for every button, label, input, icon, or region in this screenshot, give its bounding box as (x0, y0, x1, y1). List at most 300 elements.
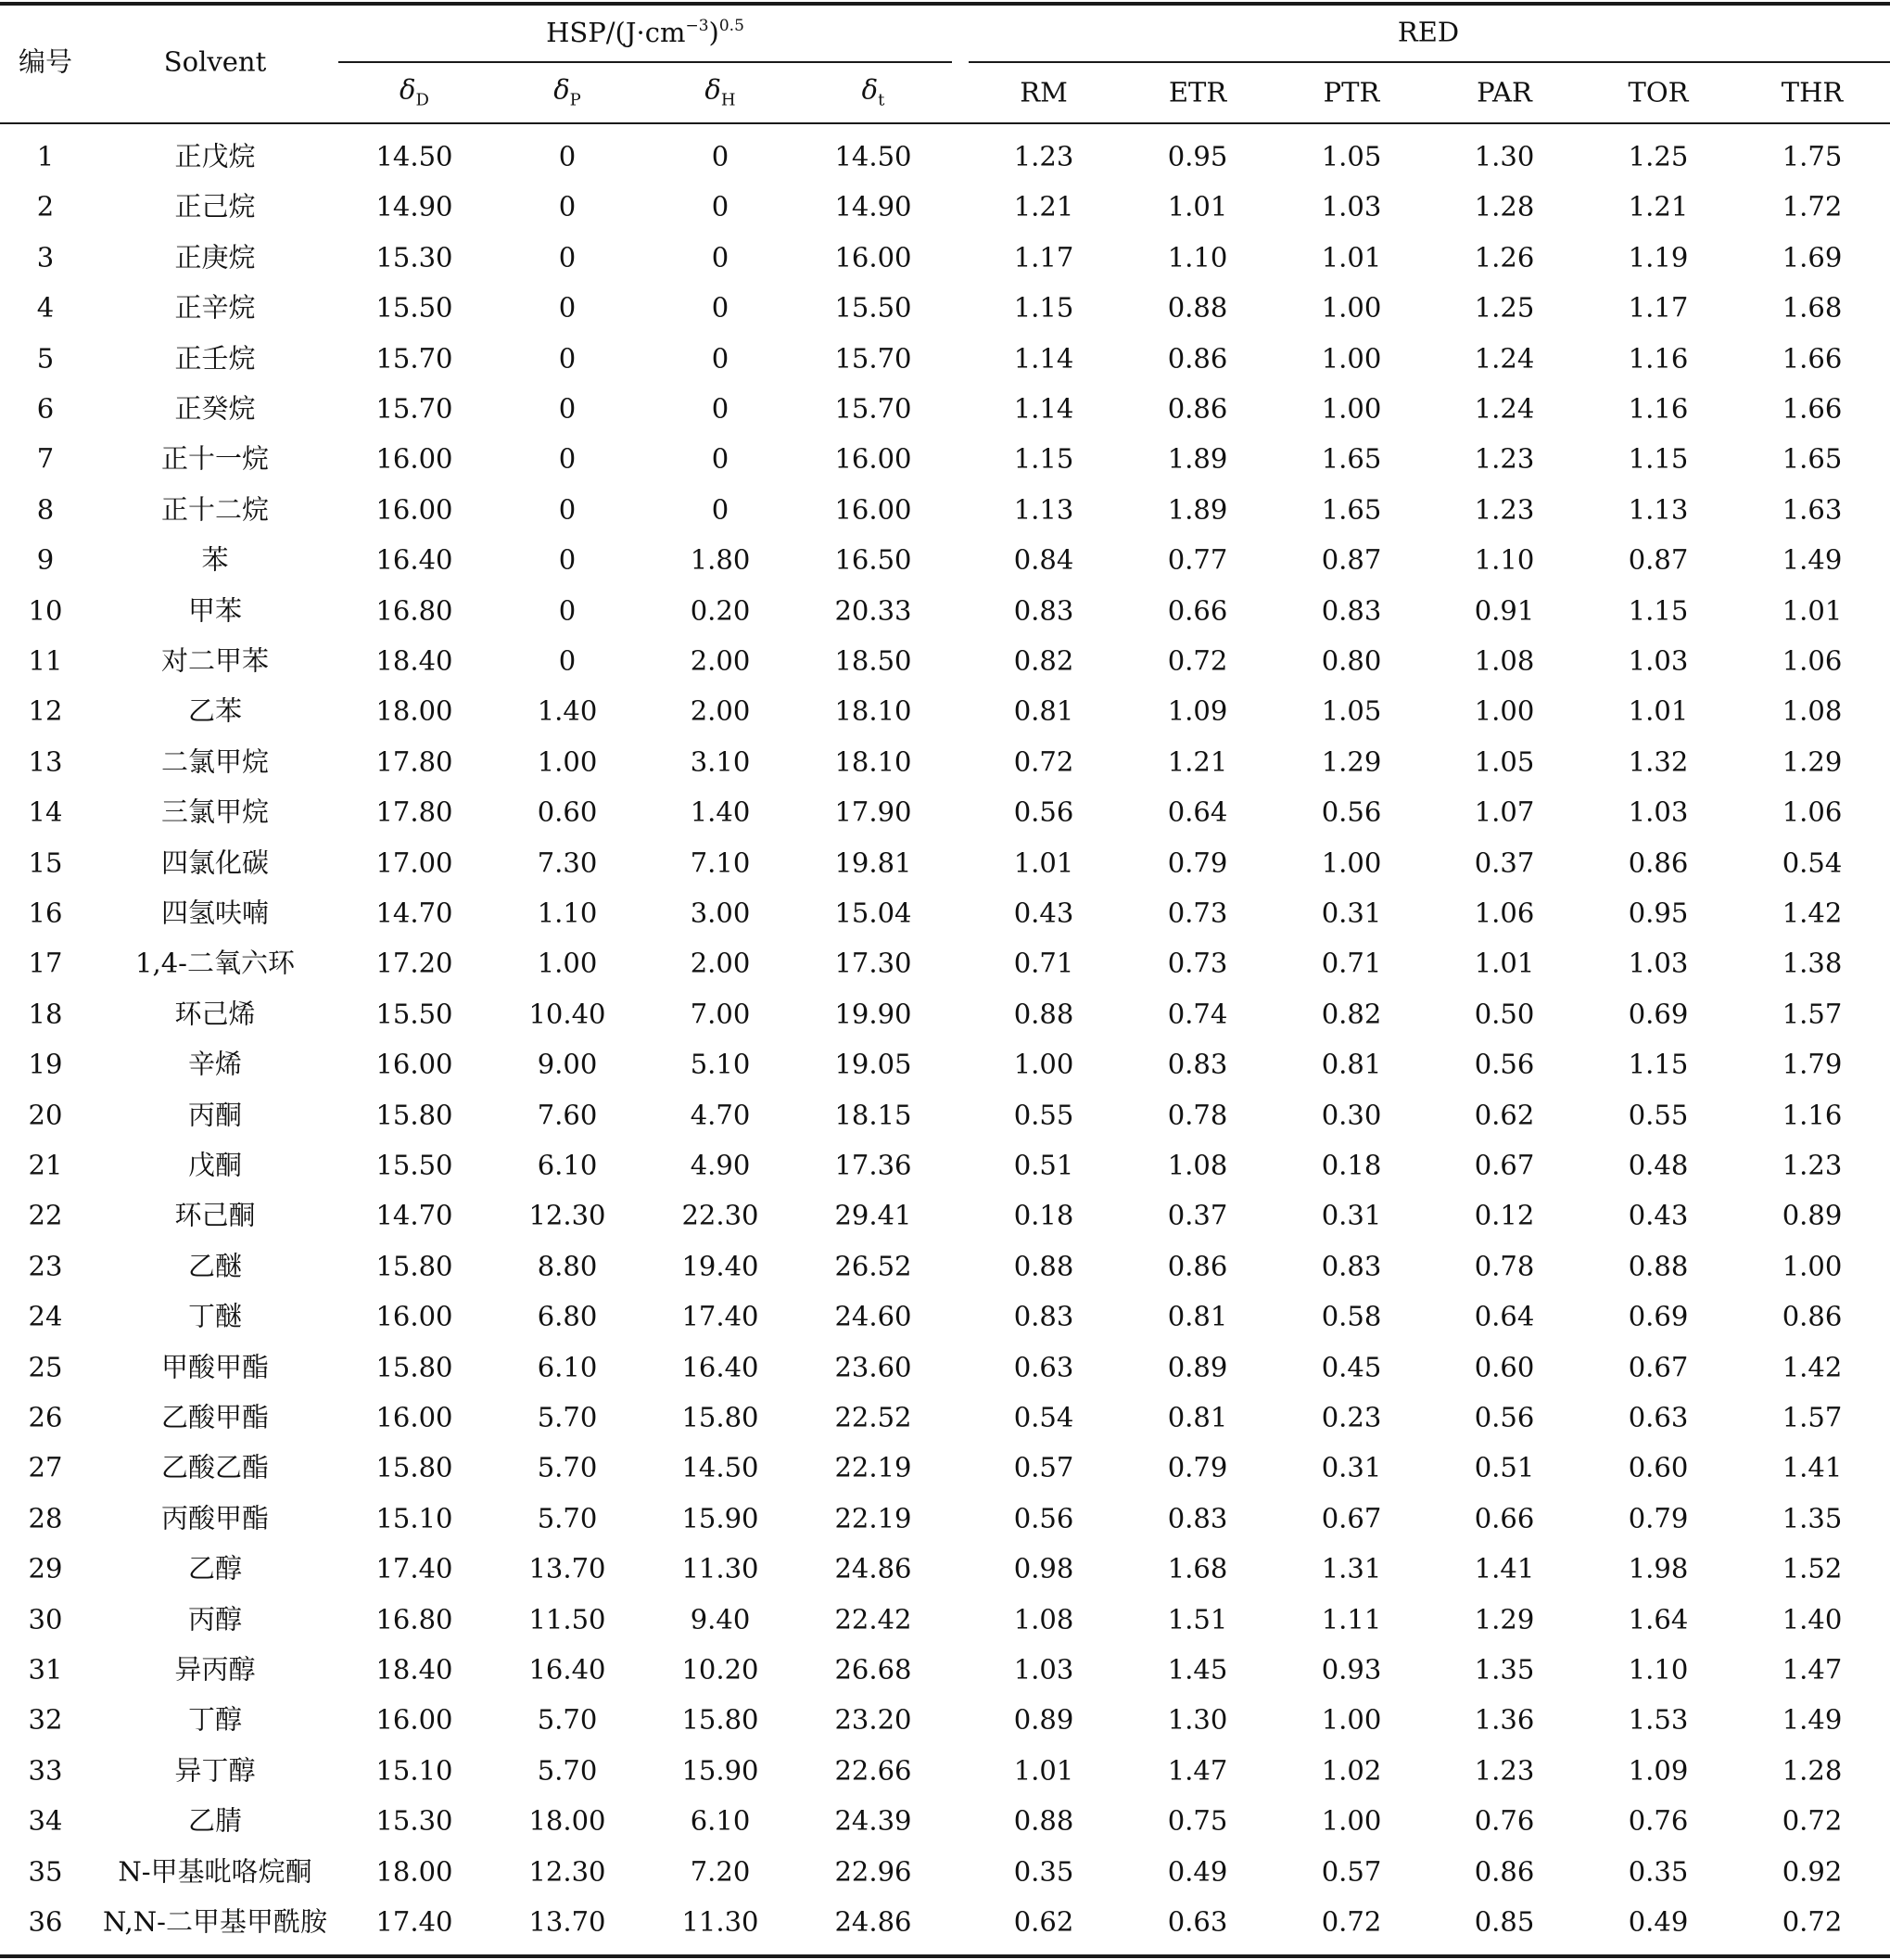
delta-p-cell: 9.00 (537, 1048, 598, 1080)
row-id: 2 (36, 190, 55, 223)
par-cell: 0.76 (1474, 1804, 1535, 1837)
solvent-name: N,N-二甲基甲酰胺 (103, 1905, 327, 1938)
solvent-name: 正庚烷 (174, 241, 256, 274)
delta-h-cell: 7.20 (690, 1855, 751, 1888)
par-cell: 1.23 (1474, 1754, 1535, 1787)
delta-p-cell: 0 (558, 493, 577, 526)
etr-cell: 0.81 (1167, 1300, 1228, 1332)
delta-p-cell: 0 (558, 342, 577, 375)
par-cell: 1.05 (1474, 745, 1535, 778)
delta-t-cell: 18.10 (834, 745, 912, 778)
row-id: 33 (28, 1754, 63, 1787)
hsp-unit-power: 0.5 (718, 17, 744, 35)
row-id: 8 (36, 493, 55, 526)
tor-cell: 1.03 (1628, 947, 1689, 979)
delta-h-cell: 4.90 (690, 1149, 751, 1181)
delta-t-cell: 20.33 (834, 594, 912, 627)
row-id: 9 (36, 543, 55, 576)
row-id: 5 (36, 342, 55, 375)
etr-cell: 1.30 (1167, 1703, 1228, 1736)
row-id: 14 (28, 795, 63, 828)
delta-t-cell: 22.19 (834, 1502, 912, 1534)
par-cell: 0.56 (1474, 1048, 1535, 1080)
solvent-name: 乙腈 (187, 1804, 243, 1837)
ptr-cell: 0.72 (1321, 1905, 1382, 1938)
rm-cell: 0.72 (1013, 745, 1074, 778)
row-id: 34 (28, 1804, 63, 1837)
etr-cell: 1.08 (1167, 1149, 1228, 1181)
solvent-name: 正己烷 (174, 190, 256, 223)
delta-t-cell: 16.00 (834, 241, 912, 274)
solvent-name: 正十二烷 (160, 493, 270, 526)
row-id: 19 (28, 1048, 63, 1080)
thr-cell: 1.79 (1782, 1048, 1843, 1080)
row-id: 21 (28, 1149, 63, 1181)
solvent-name: 乙醇 (187, 1552, 243, 1585)
delta-d-cell: 17.40 (375, 1905, 453, 1938)
par-cell: 1.24 (1474, 392, 1535, 425)
solvent-name: 正癸烷 (174, 392, 256, 425)
tor-cell: 0.35 (1628, 1855, 1689, 1888)
delta-h-cell: 11.30 (681, 1905, 759, 1938)
delta-p-cell: 6.10 (537, 1149, 598, 1181)
rm-cell: 1.01 (1013, 1754, 1074, 1787)
solvent-name: 丁醇 (187, 1703, 243, 1736)
delta-t-cell: 16.00 (834, 442, 912, 475)
delta-d-cell: 15.30 (375, 241, 453, 274)
row-id: 6 (36, 392, 55, 425)
thr-cell: 0.72 (1782, 1905, 1843, 1938)
par-cell: 0.56 (1474, 1401, 1535, 1433)
thr-cell: 1.38 (1782, 947, 1843, 979)
solvent-name: 正戊烷 (174, 140, 256, 172)
thr-cell: 1.28 (1782, 1754, 1843, 1787)
row-id: 29 (28, 1552, 63, 1585)
tor-cell: 0.69 (1628, 1300, 1689, 1332)
ptr-cell: 1.65 (1321, 493, 1382, 526)
rm-cell: 0.81 (1013, 694, 1074, 727)
delta-h-cell: 1.40 (690, 795, 751, 828)
etr-cell: 0.74 (1167, 998, 1228, 1030)
thr-cell: 1.42 (1782, 897, 1843, 929)
etr-cell: 1.51 (1167, 1603, 1228, 1635)
delta-p-cell: 0 (558, 291, 577, 324)
etr-cell: 0.95 (1167, 140, 1228, 172)
delta-t-cell: 18.10 (834, 694, 912, 727)
rm-cell: 0.83 (1013, 1300, 1074, 1332)
delta-p-cell: 0 (558, 543, 577, 576)
rm-cell: 0.88 (1013, 998, 1074, 1030)
etr-cell: 0.66 (1167, 594, 1228, 627)
thr-cell: 1.63 (1782, 493, 1843, 526)
rm-cell: 0.63 (1013, 1351, 1074, 1383)
ptr-cell: 0.67 (1321, 1502, 1382, 1534)
ptr-cell: 0.58 (1321, 1300, 1382, 1332)
row-id: 18 (28, 998, 63, 1030)
delta-d-cell: 15.50 (375, 998, 453, 1030)
row-id: 13 (28, 745, 63, 778)
par-cell: 1.25 (1474, 291, 1535, 324)
thr-cell: 1.75 (1782, 140, 1843, 172)
tor-cell: 1.03 (1628, 795, 1689, 828)
delta-h-cell: 10.20 (681, 1653, 759, 1686)
tor-cell: 0.69 (1628, 998, 1689, 1030)
solvent-name: 丁醚 (187, 1300, 243, 1332)
etr-cell: 0.79 (1167, 846, 1228, 879)
ptr-cell: 0.93 (1321, 1653, 1382, 1686)
delta-h-cell: 15.80 (681, 1703, 759, 1736)
rm-cell: 0.51 (1013, 1149, 1074, 1181)
delta-d-cell: 15.80 (375, 1351, 453, 1383)
tor-cell: 1.19 (1628, 241, 1689, 274)
hsp-group-underline (338, 61, 952, 63)
delta-h-cell: 0 (711, 291, 729, 324)
delta-p-cell: 5.70 (537, 1502, 598, 1534)
par-cell: 1.30 (1474, 140, 1535, 172)
hsp-unit-prefix: HSP/(J·cm (546, 17, 686, 48)
rm-cell: 0.89 (1013, 1703, 1074, 1736)
delta-t-cell: 18.50 (834, 644, 912, 677)
row-id: 31 (28, 1653, 63, 1686)
ptr-cell: 0.31 (1321, 1199, 1382, 1231)
par-cell: 0.12 (1474, 1199, 1535, 1231)
header-tor: TOR (1628, 76, 1689, 108)
ptr-cell: 0.83 (1321, 594, 1382, 627)
delta-p-cell: 8.80 (537, 1250, 598, 1282)
delta-d-cell: 15.70 (375, 392, 453, 425)
tor-cell: 1.10 (1628, 1653, 1689, 1686)
delta-h-cell: 3.00 (690, 897, 751, 929)
delta-p-cell: 13.70 (528, 1905, 606, 1938)
ptr-cell: 0.23 (1321, 1401, 1382, 1433)
tor-cell: 1.17 (1628, 291, 1689, 324)
delta-d-cell: 18.00 (375, 694, 453, 727)
rm-cell: 0.56 (1013, 795, 1074, 828)
par-cell: 1.06 (1474, 897, 1535, 929)
delta-p-cell: 1.40 (537, 694, 598, 727)
delta-p-cell: 0 (558, 594, 577, 627)
row-id: 12 (28, 694, 63, 727)
etr-cell: 0.89 (1167, 1351, 1228, 1383)
delta-d-cell: 17.00 (375, 846, 453, 879)
row-id: 15 (28, 846, 63, 879)
delta-h-cell: 3.10 (690, 745, 751, 778)
delta-t-cell: 15.50 (834, 291, 912, 324)
delta-t-cell: 23.60 (834, 1351, 912, 1383)
delta-p-cell: 0 (558, 241, 577, 274)
delta-d-cell: 16.00 (375, 1048, 453, 1080)
rm-cell: 0.82 (1013, 644, 1074, 677)
delta-p-cell: 11.50 (528, 1603, 606, 1635)
etr-cell: 0.86 (1167, 342, 1228, 375)
solvent-name: 丙醇 (187, 1603, 243, 1635)
delta-d-cell: 15.80 (375, 1250, 453, 1282)
delta-h-cell: 0 (711, 190, 729, 223)
etr-cell: 0.49 (1167, 1855, 1228, 1888)
solvent-name: 二氯甲烷 (160, 745, 270, 778)
rm-cell: 1.14 (1013, 342, 1074, 375)
delta-h-cell: 17.40 (681, 1300, 759, 1332)
tor-cell: 0.87 (1628, 543, 1689, 576)
delta-t-cell: 26.68 (834, 1653, 912, 1686)
etr-cell: 0.86 (1167, 392, 1228, 425)
delta-p-cell: 13.70 (528, 1552, 606, 1585)
header-id: 编号 (18, 45, 73, 78)
tor-cell: 1.01 (1628, 694, 1689, 727)
delta-d-cell: 17.80 (375, 795, 453, 828)
rm-cell: 1.14 (1013, 392, 1074, 425)
thr-cell: 1.42 (1782, 1351, 1843, 1383)
row-id: 20 (28, 1099, 63, 1131)
delta-h-cell: 0 (711, 241, 729, 274)
ptr-cell: 0.57 (1321, 1855, 1382, 1888)
delta-d-cell: 14.70 (375, 897, 453, 929)
tor-cell: 0.95 (1628, 897, 1689, 929)
delta-t-cell: 16.00 (834, 493, 912, 526)
delta-p-cell: 16.40 (528, 1653, 606, 1686)
solvent-name: 环己烯 (174, 998, 256, 1030)
delta-p-cell: 0 (558, 392, 577, 425)
etr-cell: 0.73 (1167, 897, 1228, 929)
solvent-name: 异丙醇 (174, 1653, 256, 1686)
solvent-name: 四氯化碳 (160, 846, 270, 879)
thr-cell: 1.16 (1782, 1099, 1843, 1131)
par-cell: 1.41 (1474, 1552, 1535, 1585)
delta-t-cell: 29.41 (834, 1199, 912, 1231)
delta-t-cell: 17.30 (834, 947, 912, 979)
rm-cell: 0.62 (1013, 1905, 1074, 1938)
etr-cell: 0.83 (1167, 1048, 1228, 1080)
header-hsp-group (546, 19, 744, 46)
thr-cell: 0.92 (1782, 1855, 1843, 1888)
delta-d-cell: 16.00 (375, 1401, 453, 1433)
tor-cell: 0.48 (1628, 1149, 1689, 1181)
ptr-cell: 1.02 (1321, 1754, 1382, 1787)
thr-cell: 1.69 (1782, 241, 1843, 274)
ptr-cell: 0.71 (1321, 947, 1382, 979)
delta-t-cell: 14.90 (834, 190, 912, 223)
delta-h-cell: 2.00 (690, 644, 751, 677)
thr-cell: 1.66 (1782, 342, 1843, 375)
delta-t-cell: 22.52 (834, 1401, 912, 1433)
rm-cell: 0.43 (1013, 897, 1074, 929)
thr-cell: 1.57 (1782, 998, 1843, 1030)
delta-h-cell: 0 (711, 442, 729, 475)
tor-cell: 0.86 (1628, 846, 1689, 879)
par-cell: 1.10 (1474, 543, 1535, 576)
thr-cell: 1.29 (1782, 745, 1843, 778)
delta-t-cell: 24.86 (834, 1552, 912, 1585)
delta-p-cell: 0.60 (537, 795, 598, 828)
delta-p-cell: 18.00 (528, 1804, 606, 1837)
rm-cell: 0.35 (1013, 1855, 1074, 1888)
tor-cell: 1.21 (1628, 190, 1689, 223)
ptr-cell: 1.00 (1321, 392, 1382, 425)
etr-cell: 0.78 (1167, 1099, 1228, 1131)
header-red-group: RED (1397, 16, 1460, 48)
delta-h-cell: 19.40 (681, 1250, 759, 1282)
solvent-name: 甲酸甲酯 (160, 1351, 270, 1383)
delta-d-cell: 16.00 (375, 442, 453, 475)
etr-cell: 1.89 (1167, 442, 1228, 475)
thr-cell: 1.08 (1782, 694, 1843, 727)
rm-cell: 0.71 (1013, 947, 1074, 979)
rm-cell: 0.56 (1013, 1502, 1074, 1534)
thr-cell: 0.89 (1782, 1199, 1843, 1231)
delta-d-cell: 14.70 (375, 1199, 453, 1231)
par-cell: 1.28 (1474, 190, 1535, 223)
row-id: 10 (28, 594, 63, 627)
delta-h-cell: 5.10 (690, 1048, 751, 1080)
row-id: 23 (28, 1250, 63, 1282)
solvent-name: 异丁醇 (174, 1754, 256, 1787)
delta-p-cell: 5.70 (537, 1401, 598, 1433)
delta-p-cell: 6.80 (537, 1300, 598, 1332)
par-cell: 0.91 (1474, 594, 1535, 627)
thr-cell: 1.52 (1782, 1552, 1843, 1585)
tor-cell: 1.98 (1628, 1552, 1689, 1585)
tor-cell: 0.49 (1628, 1905, 1689, 1938)
delta-h-cell: 7.00 (690, 998, 751, 1030)
thr-cell: 1.66 (1782, 392, 1843, 425)
etr-cell: 0.79 (1167, 1451, 1228, 1483)
delta-h-cell: 15.90 (681, 1502, 759, 1534)
delta-p-cell: 0 (558, 140, 577, 172)
row-id: 3 (36, 241, 55, 274)
thr-cell: 1.47 (1782, 1653, 1843, 1686)
delta-t-cell: 22.42 (834, 1603, 912, 1635)
delta-p-cell: 5.70 (537, 1703, 598, 1736)
thr-cell: 1.06 (1782, 795, 1843, 828)
delta-p-cell: 10.40 (528, 998, 606, 1030)
tor-cell: 1.09 (1628, 1754, 1689, 1787)
tor-cell: 1.16 (1628, 392, 1689, 425)
rm-cell: 0.57 (1013, 1451, 1074, 1483)
etr-cell: 1.09 (1167, 694, 1228, 727)
par-cell: 1.08 (1474, 644, 1535, 677)
delta-d-cell: 16.40 (375, 543, 453, 576)
tor-cell: 0.55 (1628, 1099, 1689, 1131)
delta-t-cell: 17.90 (834, 795, 912, 828)
delta-h-cell: 0 (711, 392, 729, 425)
delta-p-cell: 7.30 (537, 846, 598, 879)
row-id: 7 (36, 442, 55, 475)
solvent-name: N-甲基吡咯烷酮 (118, 1855, 312, 1888)
par-cell: 1.36 (1474, 1703, 1535, 1736)
thr-cell: 0.86 (1782, 1300, 1843, 1332)
rm-cell: 1.21 (1013, 190, 1074, 223)
header-delta-t: $\delta_t$ (861, 73, 885, 110)
etr-cell: 0.72 (1167, 644, 1228, 677)
row-id: 22 (28, 1199, 63, 1231)
ptr-cell: 0.31 (1321, 897, 1382, 929)
delta-d-cell: 14.50 (375, 140, 453, 172)
delta-d-cell: 16.00 (375, 1300, 453, 1332)
etr-cell: 0.63 (1167, 1905, 1228, 1938)
delta-p-cell: 7.60 (537, 1099, 598, 1131)
tor-cell: 1.15 (1628, 1048, 1689, 1080)
header-thr: THR (1781, 76, 1844, 108)
red-group-underline (969, 61, 1890, 63)
solvent-name: 乙酸甲酯 (160, 1401, 270, 1433)
row-id: 28 (28, 1502, 63, 1534)
delta-p-cell: 1.00 (537, 947, 598, 979)
delta-p-cell: 0 (558, 442, 577, 475)
tor-cell: 0.79 (1628, 1502, 1689, 1534)
header-bottom-rule (0, 122, 1890, 124)
etr-cell: 0.73 (1167, 947, 1228, 979)
etr-cell: 0.64 (1167, 795, 1228, 828)
delta-d-cell: 18.40 (375, 1653, 453, 1686)
tor-cell: 0.60 (1628, 1451, 1689, 1483)
delta-t-cell: 14.50 (834, 140, 912, 172)
delta-t-cell: 17.36 (834, 1149, 912, 1181)
rm-cell: 1.03 (1013, 1653, 1074, 1686)
ptr-cell: 1.01 (1321, 241, 1382, 274)
delta-h-cell: 11.30 (681, 1552, 759, 1585)
etr-cell: 0.77 (1167, 543, 1228, 576)
delta-t-cell: 24.86 (834, 1905, 912, 1938)
row-id: 36 (28, 1905, 63, 1938)
delta-d-cell: 15.30 (375, 1804, 453, 1837)
par-cell: 1.29 (1474, 1603, 1535, 1635)
tor-cell: 1.64 (1628, 1603, 1689, 1635)
ptr-cell: 1.65 (1321, 442, 1382, 475)
etr-cell: 0.37 (1167, 1199, 1228, 1231)
delta-d-cell: 15.80 (375, 1451, 453, 1483)
thr-cell: 1.41 (1782, 1451, 1843, 1483)
rm-cell: 1.17 (1013, 241, 1074, 274)
solvent-name: 辛烯 (187, 1048, 243, 1080)
tor-cell: 1.32 (1628, 745, 1689, 778)
solvent-name: 1,4-二氧六环 (135, 947, 295, 979)
delta-p-cell: 0 (558, 190, 577, 223)
delta-t-cell: 26.52 (834, 1250, 912, 1282)
rm-cell: 0.54 (1013, 1401, 1074, 1433)
delta-p-cell: 1.10 (537, 897, 598, 929)
par-cell: 0.67 (1474, 1149, 1535, 1181)
delta-p-cell: 6.10 (537, 1351, 598, 1383)
thr-cell: 1.49 (1782, 543, 1843, 576)
row-id: 25 (28, 1351, 63, 1383)
par-cell: 1.00 (1474, 694, 1535, 727)
ptr-cell: 0.83 (1321, 1250, 1382, 1282)
par-cell: 0.86 (1474, 1855, 1535, 1888)
thr-cell: 1.35 (1782, 1502, 1843, 1534)
header-delta-p: $\delta_P$ (553, 73, 581, 110)
delta-h-cell: 2.00 (690, 947, 751, 979)
solvent-name: 正壬烷 (174, 342, 256, 375)
ptr-cell: 0.81 (1321, 1048, 1382, 1080)
rm-cell: 1.15 (1013, 442, 1074, 475)
row-id: 35 (28, 1855, 63, 1888)
delta-d-cell: 15.80 (375, 1099, 453, 1131)
delta-p-cell: 12.30 (528, 1855, 606, 1888)
tor-cell: 1.03 (1628, 644, 1689, 677)
thr-cell: 1.00 (1782, 1250, 1843, 1282)
ptr-cell: 1.05 (1321, 140, 1382, 172)
tor-cell: 0.63 (1628, 1401, 1689, 1433)
delta-t-cell: 23.20 (834, 1703, 912, 1736)
solvent-name: 乙酸乙酯 (160, 1451, 270, 1483)
rm-cell: 1.13 (1013, 493, 1074, 526)
par-cell: 0.50 (1474, 998, 1535, 1030)
row-id: 17 (28, 947, 63, 979)
thr-cell: 1.68 (1782, 291, 1843, 324)
ptr-cell: 0.56 (1321, 795, 1382, 828)
delta-p-cell: 5.70 (537, 1451, 598, 1483)
header-solvent: Solvent (163, 45, 267, 78)
